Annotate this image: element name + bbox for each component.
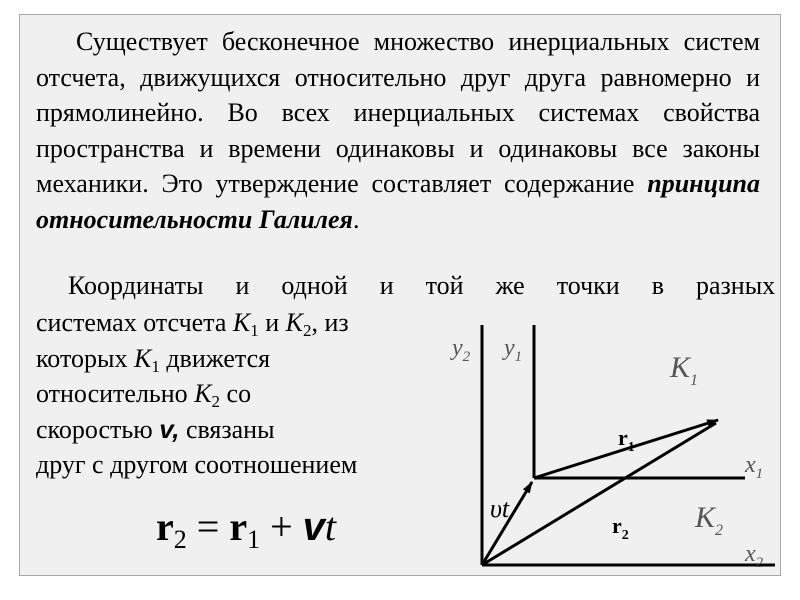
paragraph-1-end: . — [352, 204, 360, 234]
frame-k: K — [232, 308, 251, 337]
subscript: 2 — [211, 392, 221, 411]
word: и — [379, 271, 394, 300]
label-k2: $K_2$ — [695, 501, 724, 539]
word: и — [235, 271, 250, 300]
paragraph-coordinates-body — [36, 305, 357, 483]
text: , из — [311, 308, 349, 337]
text: скоростью — [36, 414, 160, 444]
text: относительно — [36, 379, 195, 408]
subscript: 2 — [173, 525, 187, 554]
reference-frames-diagram — [430, 315, 775, 575]
formula-r: r — [156, 504, 174, 549]
text: системах отсчета — [36, 308, 233, 337]
transformation-formula — [156, 503, 337, 554]
plus: + — [260, 504, 303, 549]
label-y1: $y_1$ — [504, 335, 523, 365]
word: той — [425, 271, 464, 300]
paragraph-coordinates-first-line — [36, 268, 776, 304]
equals: = — [186, 504, 230, 549]
formula-t: t — [324, 504, 337, 549]
label-k1: $K_1$ — [670, 351, 699, 389]
word: разных — [695, 271, 776, 300]
text-line — [36, 305, 357, 341]
subscript: 1 — [247, 525, 261, 554]
text: и — [258, 308, 286, 337]
label-r1: $r_1$ — [618, 425, 635, 455]
label-r2: $r_2$ — [612, 513, 629, 543]
r2-vector — [482, 423, 716, 565]
formula-r: r — [229, 504, 248, 549]
label-y2: $y_2$ — [452, 335, 471, 365]
text: движется — [159, 343, 271, 373]
frame-k: K — [194, 379, 212, 408]
frame-k: K — [133, 343, 152, 373]
slide — [19, 14, 781, 576]
paragraph-galileo-principle — [36, 24, 760, 237]
subscript: 1 — [151, 356, 160, 376]
first-line-words — [36, 268, 776, 304]
text: со — [220, 379, 252, 408]
formula-v: v — [302, 505, 325, 549]
word: же — [495, 271, 525, 300]
frame-k: K — [285, 308, 304, 337]
subscript: 2 — [303, 321, 312, 340]
principle-emphasis: принципа относительности Галилея — [36, 169, 760, 234]
label-vt: υt — [490, 494, 510, 523]
word: одной — [281, 271, 348, 300]
label-x2: $x_2$ — [745, 541, 764, 571]
label-x1: $x_1$ — [745, 452, 764, 482]
word: в — [651, 271, 664, 300]
text: друг с другом соотношением — [36, 450, 358, 479]
word: точки — [556, 271, 620, 300]
text: которых — [36, 343, 134, 373]
velocity-symbol: v, — [159, 413, 180, 444]
text-line — [36, 341, 357, 377]
text: связаны — [179, 414, 275, 444]
word: Координаты — [68, 271, 204, 300]
paragraph-1-text: Существует бесконечное множество инерциальных систем отсчета, движущихся относительно друг друга равномерно и прямолинейно. Во всех инерциальных системах свойства пространства и времени одинаковы и одинаковы все законы механики. Это утверждение составляет содержание — [36, 27, 760, 198]
text-line — [36, 412, 357, 448]
subscript: 1 — [250, 321, 259, 340]
text-line — [36, 447, 357, 483]
text-line — [36, 376, 357, 412]
